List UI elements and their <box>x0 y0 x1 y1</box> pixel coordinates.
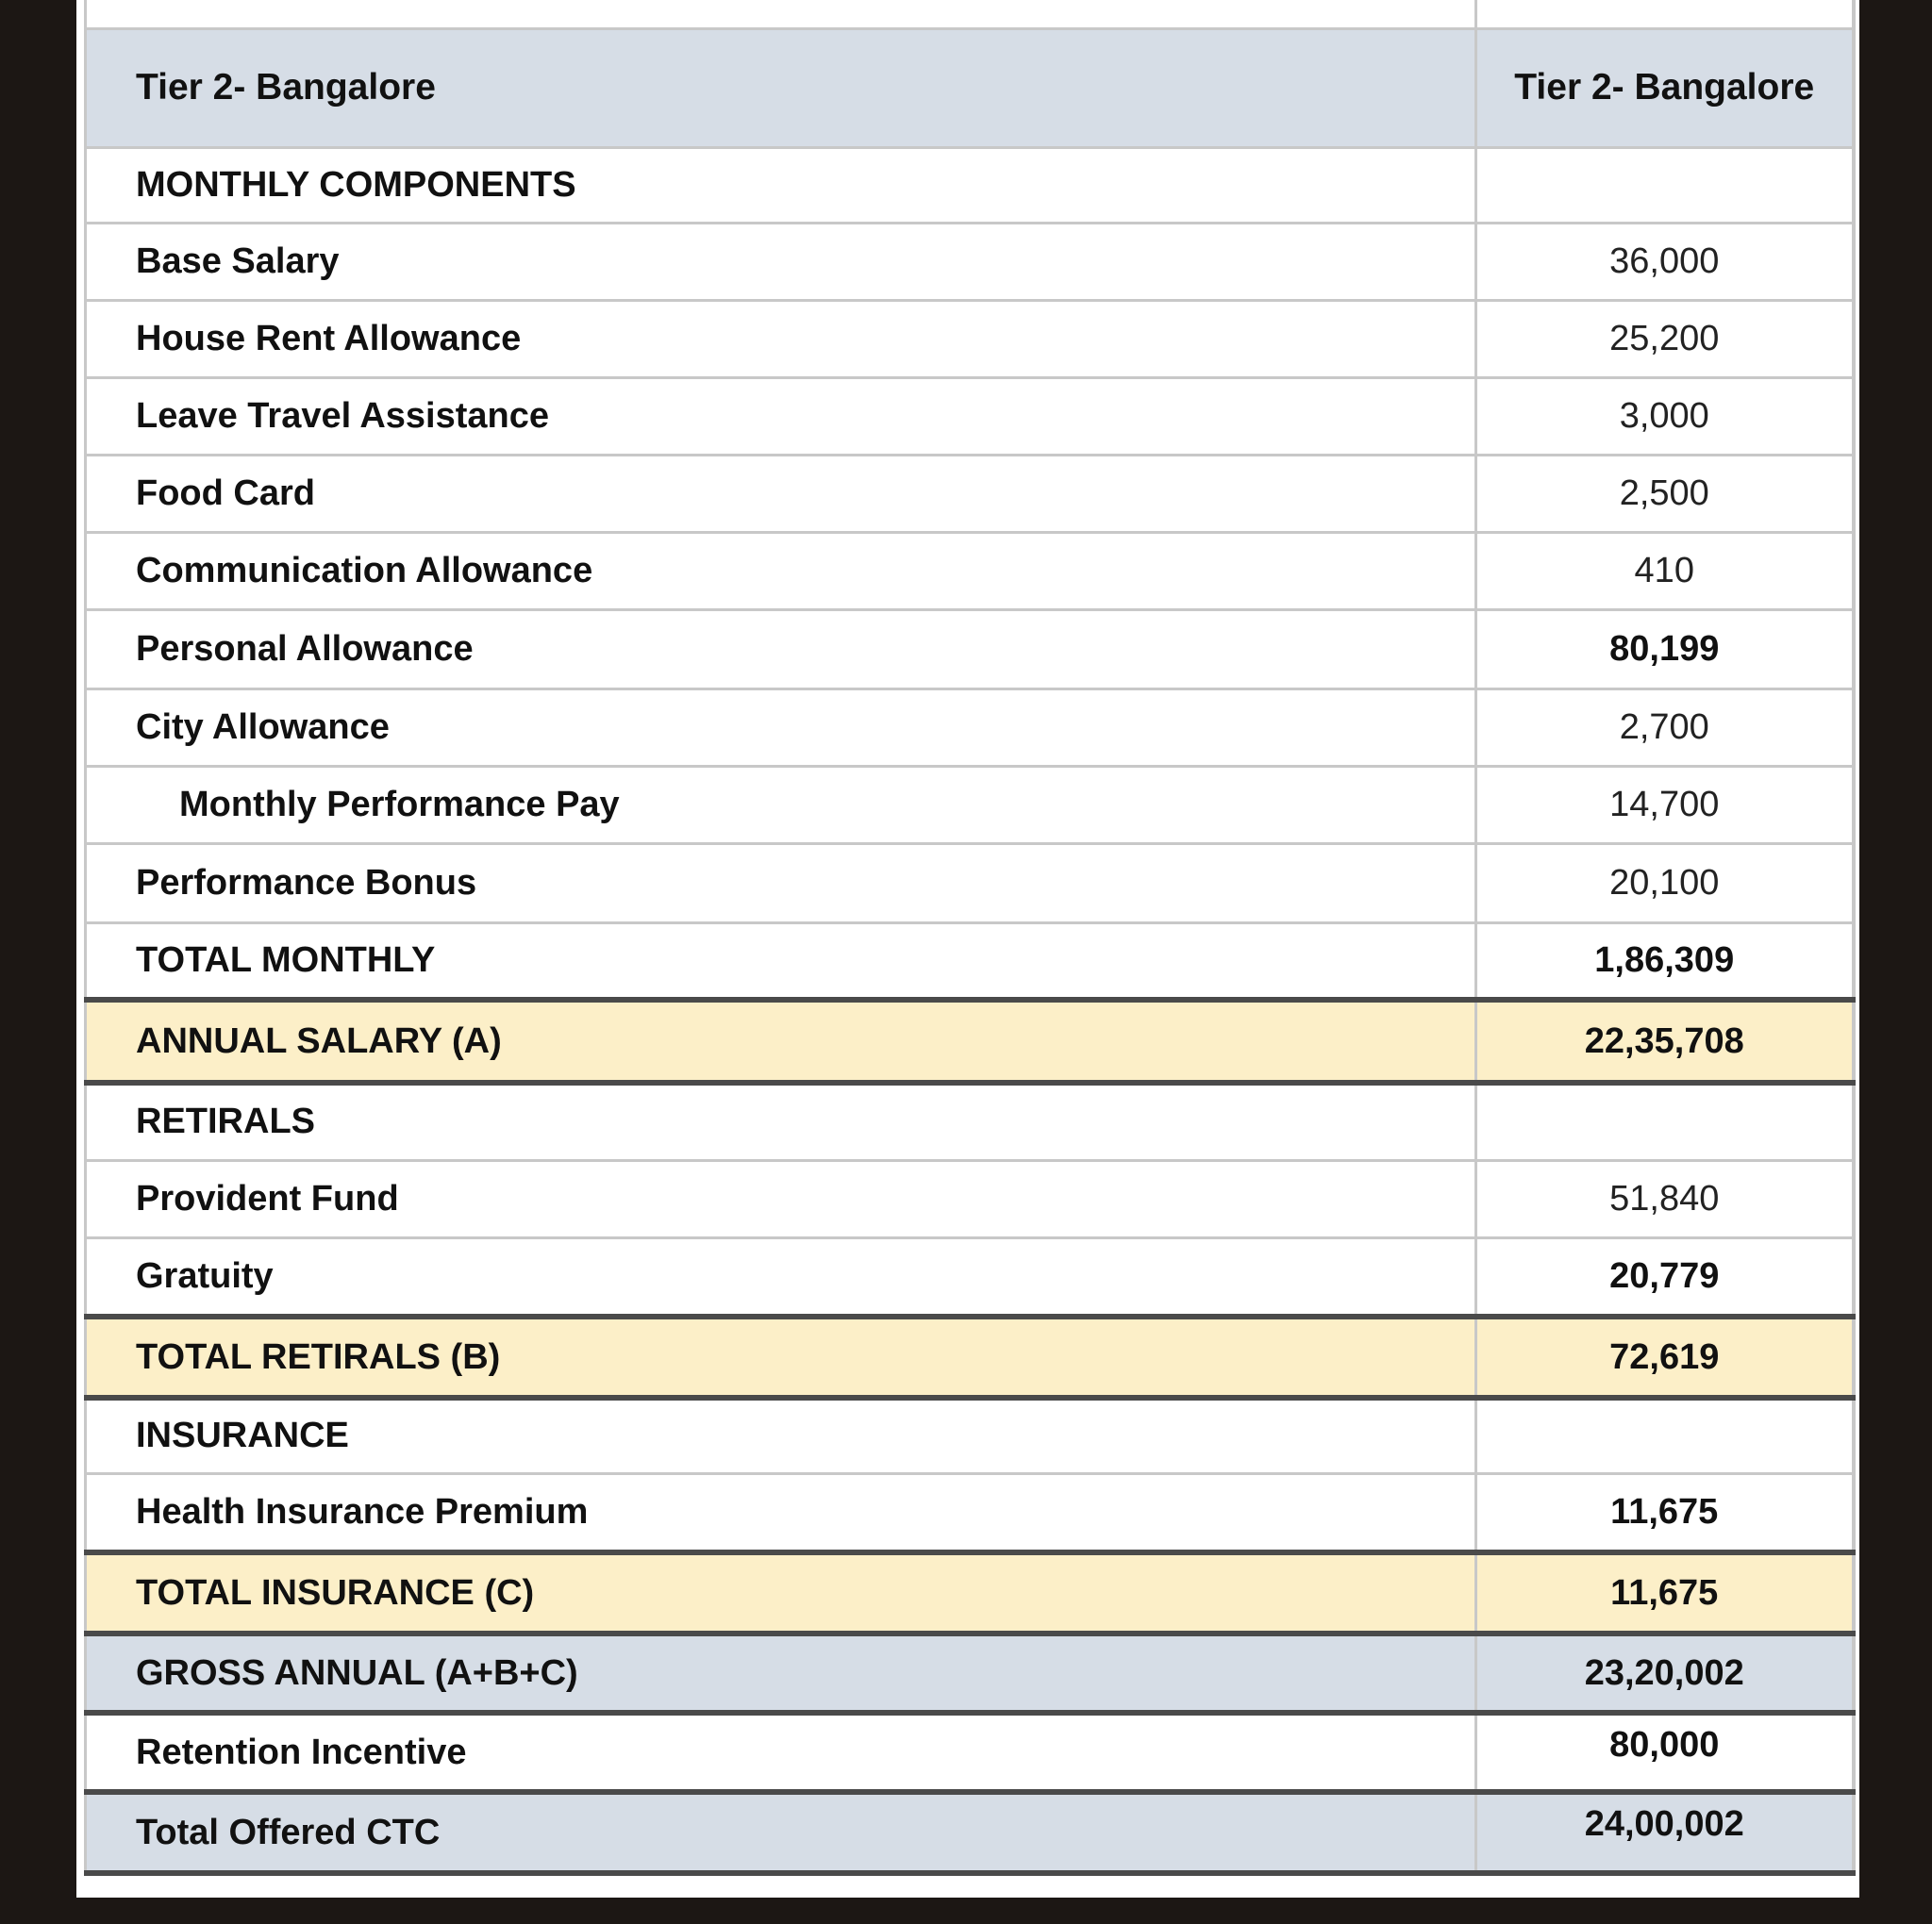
row-value: 24,00,002 <box>1476 1792 1854 1873</box>
row-value: 23,20,002 <box>1476 1634 1854 1713</box>
row-value: 25,200 <box>1476 300 1854 377</box>
table-row-cut <box>86 0 1854 28</box>
row-value: 11,675 <box>1476 1552 1854 1634</box>
row-value: 20,100 <box>1476 843 1854 922</box>
table-row <box>86 377 1854 455</box>
total-retirals-row <box>86 1317 1854 1398</box>
row-label: Health Insurance Premium <box>86 1473 1476 1552</box>
row-label: Communication Allowance <box>86 532 1476 609</box>
row-label: Performance Bonus <box>86 843 1476 922</box>
row-value: 80,000 <box>1476 1713 1854 1792</box>
retention-incentive-row <box>86 1713 1854 1792</box>
section-label: RETIRALS <box>86 1083 1476 1160</box>
table-cell-empty <box>86 0 1476 28</box>
table-row <box>86 455 1854 532</box>
row-label: TOTAL INSURANCE (C) <box>86 1552 1476 1634</box>
row-value: 2,700 <box>1476 688 1854 766</box>
row-label: City Allowance <box>86 688 1476 766</box>
total-monthly-row <box>86 922 1854 1000</box>
row-value: 1,86,309 <box>1476 922 1854 1000</box>
table-row <box>86 532 1854 609</box>
row-label: Monthly Performance Pay <box>86 766 1476 843</box>
table-header-row <box>86 28 1854 147</box>
row-value: 410 <box>1476 532 1854 609</box>
section-label: MONTHLY COMPONENTS <box>86 147 1476 223</box>
row-label: Retention Incentive <box>86 1713 1476 1792</box>
row-label: TOTAL MONTHLY <box>86 922 1476 1000</box>
table-cell-empty <box>1476 0 1854 28</box>
header-label-cell: Tier 2- Bangalore <box>86 28 1476 147</box>
row-value: 14,700 <box>1476 766 1854 843</box>
table-row <box>86 766 1854 843</box>
row-value: 22,35,708 <box>1476 1000 1854 1083</box>
header-value-cell: Tier 2- Bangalore <box>1476 28 1854 147</box>
row-value: 72,619 <box>1476 1317 1854 1398</box>
table-row <box>86 688 1854 766</box>
row-value: 20,779 <box>1476 1237 1854 1317</box>
total-insurance-row <box>86 1552 1854 1634</box>
row-label: Leave Travel Assistance <box>86 377 1476 455</box>
section-row-retirals <box>86 1083 1854 1160</box>
row-label: TOTAL RETIRALS (B) <box>86 1317 1476 1398</box>
section-row-insurance <box>86 1398 1854 1473</box>
gross-annual-row <box>86 1634 1854 1713</box>
row-value: 11,675 <box>1476 1473 1854 1552</box>
table-row <box>86 1160 1854 1237</box>
total-offered-ctc-row <box>86 1792 1854 1873</box>
section-value <box>1476 1398 1854 1473</box>
table-row <box>86 223 1854 300</box>
table-row <box>86 843 1854 922</box>
row-label: Provident Fund <box>86 1160 1476 1237</box>
row-label: GROSS ANNUAL (A+B+C) <box>86 1634 1476 1713</box>
table-row <box>86 1473 1854 1552</box>
row-label: Food Card <box>86 455 1476 532</box>
row-label: Gratuity <box>86 1237 1476 1317</box>
section-value <box>1476 1083 1854 1160</box>
table-row <box>86 1237 1854 1317</box>
section-value <box>1476 147 1854 223</box>
row-value: 3,000 <box>1476 377 1854 455</box>
row-value: 80,199 <box>1476 609 1854 688</box>
row-label: House Rent Allowance <box>86 300 1476 377</box>
section-row-monthly <box>86 147 1854 223</box>
row-label: Total Offered CTC <box>86 1792 1476 1873</box>
row-value: 36,000 <box>1476 223 1854 300</box>
table-row <box>86 300 1854 377</box>
ctc-table <box>84 0 1856 1876</box>
row-value: 2,500 <box>1476 455 1854 532</box>
row-label: Personal Allowance <box>86 609 1476 688</box>
section-label: INSURANCE <box>86 1398 1476 1473</box>
salary-breakup-sheet <box>76 0 1859 1898</box>
row-label: Base Salary <box>86 223 1476 300</box>
annual-salary-row <box>86 1000 1854 1083</box>
row-label: ANNUAL SALARY (A) <box>86 1000 1476 1083</box>
table-row <box>86 609 1854 688</box>
row-value: 51,840 <box>1476 1160 1854 1237</box>
